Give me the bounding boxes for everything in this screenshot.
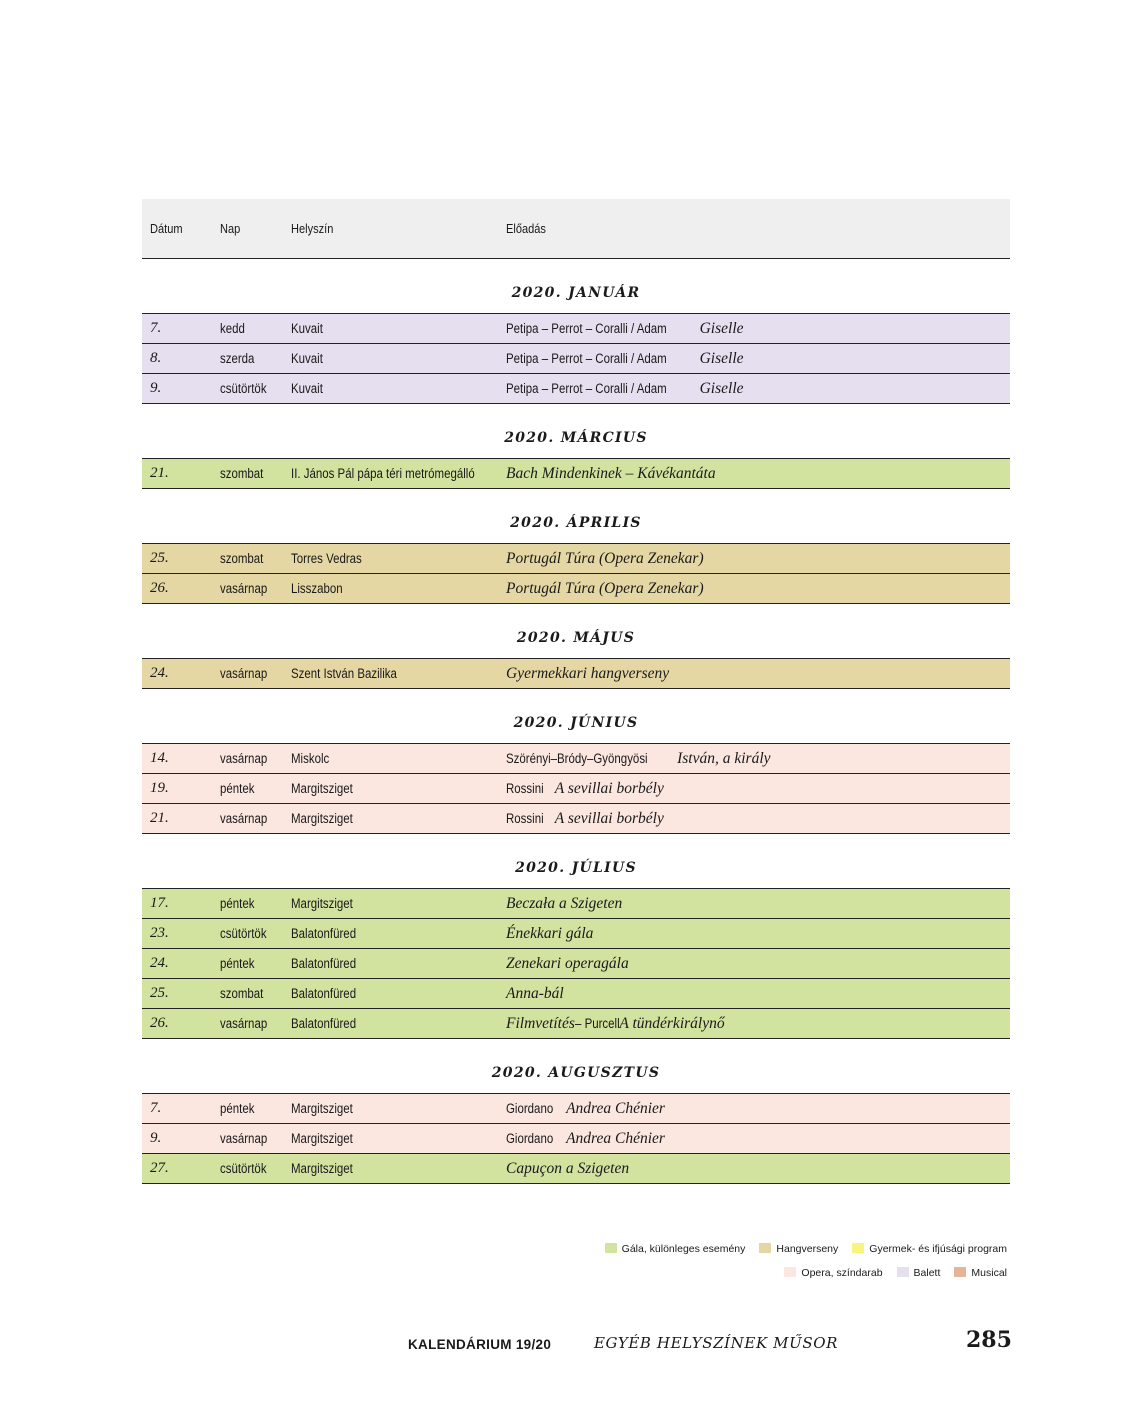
row-venue: Kuvait	[291, 321, 323, 336]
row-title: Giselle	[699, 320, 744, 337]
row-title: Bach Mindenkinek – Kávékantáta	[506, 465, 716, 482]
month-heading	[142, 489, 1010, 544]
legend-swatch	[852, 1243, 864, 1253]
legend-swatch	[897, 1267, 909, 1277]
row-venue: Margitsziget	[291, 781, 353, 796]
legend-label: Musical	[971, 1267, 1007, 1279]
row-day: péntek	[220, 781, 255, 796]
legend-item	[852, 1243, 1007, 1255]
legend-row-1	[591, 1243, 1007, 1255]
row-venue: II. János Pál pápa téri metrómegálló	[291, 466, 475, 481]
row-performance	[506, 550, 704, 568]
row-performance	[506, 955, 629, 973]
row-performance	[506, 985, 564, 1003]
row-title: Andrea Chénier	[566, 1130, 665, 1147]
row-performance	[506, 925, 593, 943]
schedule-table	[142, 259, 1010, 1184]
row-venue: Kuvait	[291, 351, 323, 366]
table-row	[142, 949, 1010, 979]
row-performance	[506, 350, 744, 368]
table-row	[142, 804, 1010, 834]
row-date: 27.	[150, 1160, 169, 1176]
row-venue: Torres Vedras	[291, 551, 362, 566]
row-title: Énekkari gála	[506, 925, 594, 942]
month-label: 2020. ÁPRILIS	[510, 515, 642, 531]
table-row	[142, 919, 1010, 949]
legend-label: Gála, különleges esemény	[621, 1243, 746, 1255]
month-label: 2020. JÚLIUS	[515, 860, 637, 876]
row-composer: Rossini	[506, 811, 544, 826]
row-venue: Miskolc	[291, 751, 330, 766]
row-composer: Petipa – Perrot – Coralli / Adam	[506, 381, 667, 396]
row-date: 7.	[150, 1100, 162, 1116]
row-title: A sevillai borbély	[554, 780, 664, 797]
row-venue: Kuvait	[291, 381, 323, 396]
row-date: 24.	[150, 665, 169, 681]
row-title: Filmvetítés	[506, 1015, 575, 1032]
row-day: csütörtök	[220, 381, 267, 396]
table-row	[142, 374, 1010, 404]
table-row	[142, 774, 1010, 804]
row-title: Zenekari operagála	[506, 955, 629, 972]
table-row	[142, 659, 1010, 689]
row-day: csütörtök	[220, 926, 267, 941]
row-day: péntek	[220, 896, 255, 911]
row-performance	[506, 1015, 725, 1033]
row-performance	[506, 1130, 665, 1148]
row-title: Andrea Chénier	[566, 1100, 665, 1117]
row-composer: Giordano	[506, 1101, 554, 1116]
legend-label: Balett	[913, 1267, 941, 1279]
month-heading	[142, 404, 1010, 459]
month-heading	[142, 259, 1010, 314]
row-date: 19.	[150, 780, 169, 796]
row-venue: Balatonfüred	[291, 926, 357, 941]
row-title: Portugál Túra (Opera Zenekar)	[506, 550, 704, 567]
legend-swatch	[605, 1243, 617, 1253]
row-day: péntek	[220, 1101, 255, 1116]
row-venue: Margitsziget	[291, 811, 353, 826]
table-row	[142, 1009, 1010, 1039]
page-number: 285	[966, 1327, 1012, 1353]
row-composer: Rossini	[506, 781, 544, 796]
month-label: 2020. MÁJUS	[516, 630, 636, 646]
row-title: Gyermekkari hangverseny	[506, 665, 670, 682]
month-heading	[142, 1039, 1010, 1094]
row-venue: Balatonfüred	[291, 986, 357, 1001]
header-date: Dátum	[150, 221, 183, 236]
row-date: 23.	[150, 925, 169, 941]
row-day: vasárnap	[220, 666, 268, 681]
month-heading	[142, 689, 1010, 744]
table-row	[142, 744, 1010, 774]
header-day: Nap	[220, 221, 241, 236]
table-row	[142, 544, 1010, 574]
month-label: 2020. JÚNIUS	[513, 715, 639, 731]
row-date: 9.	[150, 1130, 162, 1146]
row-venue: Lisszabon	[291, 581, 343, 596]
table-row	[142, 314, 1010, 344]
row-title: A sevillai borbély	[554, 810, 664, 827]
table-row	[142, 1094, 1010, 1124]
month-heading	[142, 604, 1010, 659]
row-day: csütörtök	[220, 1161, 267, 1176]
legend-row-2	[770, 1267, 1007, 1279]
row-performance	[506, 780, 664, 798]
row-day: vasárnap	[220, 751, 268, 766]
legend-item	[759, 1243, 838, 1255]
row-date: 8.	[150, 350, 162, 366]
legend-item	[897, 1267, 941, 1279]
row-composer: Petipa – Perrot – Coralli / Adam	[506, 351, 667, 366]
row-date: 24.	[150, 955, 169, 971]
table-row	[142, 459, 1010, 489]
row-performance	[506, 1160, 629, 1178]
table-row	[142, 1154, 1010, 1184]
row-day: szerda	[220, 351, 255, 366]
row-date: 9.	[150, 380, 162, 396]
row-title: Capuçon a Szigeten	[506, 1160, 630, 1177]
table-row	[142, 889, 1010, 919]
row-performance	[506, 665, 669, 683]
row-performance	[506, 895, 622, 913]
row-title: Giselle	[699, 350, 744, 367]
row-date: 25.	[150, 985, 169, 1001]
legend-item	[954, 1267, 1007, 1279]
row-day: vasárnap	[220, 1016, 268, 1031]
row-venue: Szent István Bazilika	[291, 666, 397, 681]
legend-item	[784, 1267, 882, 1279]
row-composer: Petipa – Perrot – Coralli / Adam	[506, 321, 667, 336]
row-date: 26.	[150, 580, 169, 596]
row-performance	[506, 580, 704, 598]
row-title: Portugál Túra (Opera Zenekar)	[506, 580, 704, 597]
row-day: vasárnap	[220, 811, 268, 826]
table-row	[142, 574, 1010, 604]
row-performance	[506, 320, 744, 338]
row-day: péntek	[220, 956, 255, 971]
table-row	[142, 979, 1010, 1009]
header-performance: Előadás	[506, 221, 546, 236]
row-performance	[506, 380, 744, 398]
legend-item	[605, 1243, 746, 1255]
row-composer: Giordano	[506, 1131, 554, 1146]
row-venue: Margitsziget	[291, 1101, 353, 1116]
header-venue: Helyszín	[291, 221, 334, 236]
row-day: vasárnap	[220, 581, 268, 596]
month-label: 2020. JANUÁR	[511, 285, 641, 301]
table-header	[142, 199, 1010, 259]
row-title-part2: A tündérkirálynő	[619, 1015, 725, 1032]
row-day: szombat	[220, 466, 264, 481]
row-date: 21.	[150, 810, 169, 826]
row-performance	[506, 810, 664, 828]
row-venue: Margitsziget	[291, 896, 353, 911]
row-day: szombat	[220, 986, 264, 1001]
row-performance	[506, 750, 771, 768]
row-date: 25.	[150, 550, 169, 566]
legend-label: Hangverseny	[776, 1243, 839, 1255]
row-composer: Szörényi–Bródy–Gyöngyösi	[506, 751, 648, 766]
row-date: 26.	[150, 1015, 169, 1031]
row-day: vasárnap	[220, 1131, 268, 1146]
row-venue: Balatonfüred	[291, 1016, 357, 1031]
row-performance	[506, 1100, 665, 1118]
row-performance	[506, 465, 716, 483]
month-label: 2020. MÁRCIUS	[504, 430, 648, 446]
month-label: 2020. AUGUSZTUS	[491, 1065, 661, 1081]
row-venue: Margitsziget	[291, 1161, 353, 1176]
table-row	[142, 1124, 1010, 1154]
table-row	[142, 344, 1010, 374]
row-date: 14.	[150, 750, 169, 766]
footer-section-title: EGYÉB HELYSZÍNEK MŰSOR	[594, 1334, 838, 1352]
row-title: Anna-bál	[506, 985, 564, 1002]
legend-swatch	[759, 1243, 771, 1253]
row-date: 17.	[150, 895, 169, 911]
row-day: kedd	[220, 321, 245, 336]
row-date: 7.	[150, 320, 162, 336]
legend-swatch	[954, 1267, 966, 1277]
row-day: szombat	[220, 551, 264, 566]
row-title: István, a király	[677, 750, 771, 767]
footer-publication: KALENDÁRIUM 19/20	[408, 1337, 552, 1352]
row-venue: Balatonfüred	[291, 956, 357, 971]
legend-label: Opera, színdarab	[801, 1267, 883, 1279]
legend-label: Gyermek- és ifjúsági program	[869, 1243, 1007, 1255]
row-title-connector: – Purcell	[574, 1016, 620, 1031]
row-date: 21.	[150, 465, 169, 481]
row-venue: Margitsziget	[291, 1131, 353, 1146]
legend-swatch	[784, 1267, 796, 1277]
row-title: Beczała a Szigeten	[506, 895, 623, 912]
month-heading	[142, 834, 1010, 889]
row-title: Giselle	[699, 380, 744, 397]
